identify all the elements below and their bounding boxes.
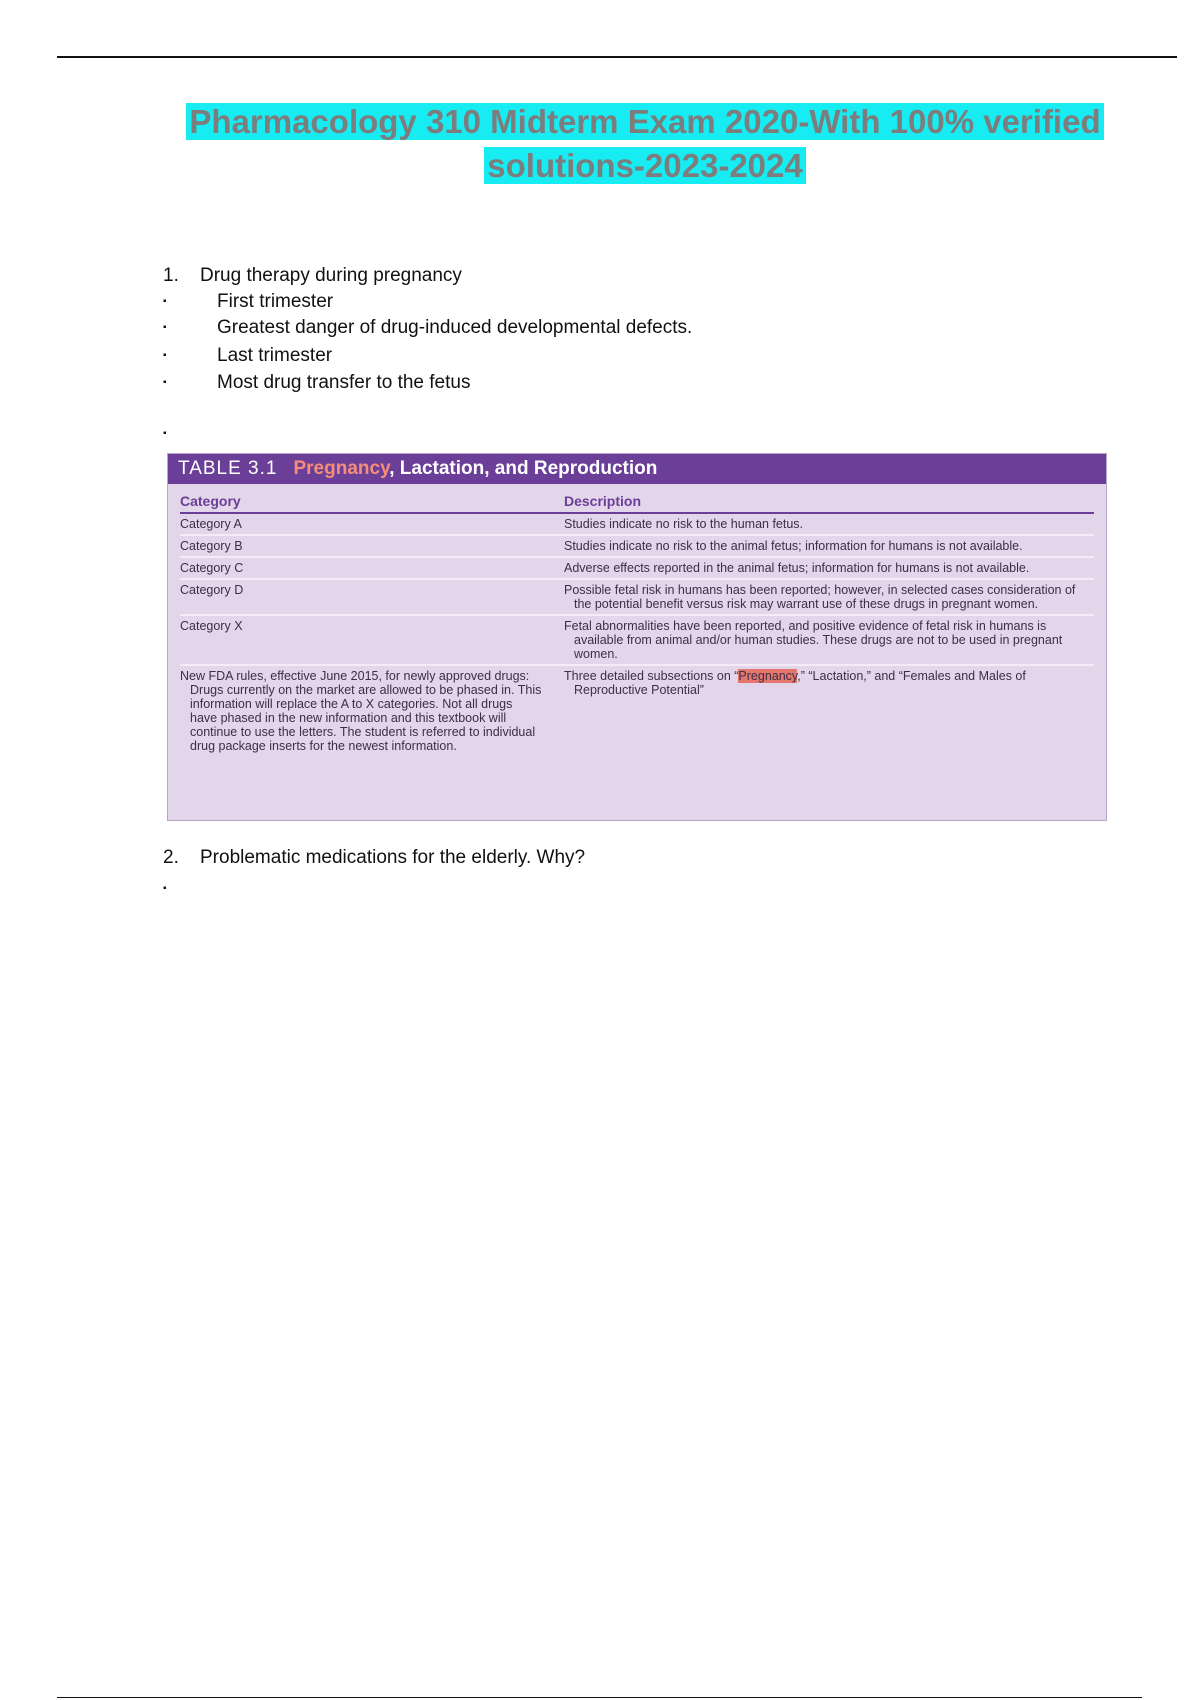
table-title-highlight: Pregnancy [293, 458, 390, 479]
table-title-rest: , Lactation, and Reproduction [389, 458, 658, 479]
table-grid [180, 490, 1094, 756]
bullet-icon: ▪ [163, 883, 167, 895]
question-1 [163, 265, 462, 287]
bullet-icon: ▪ [163, 350, 167, 362]
column-header-description: Description [564, 493, 642, 509]
top-rule [57, 56, 1177, 58]
document-title [120, 100, 1170, 188]
list-item: ▪ Greatest danger of drug-induced developmental defects. [163, 317, 693, 338]
title-line-2: solutions-2023-2024 [484, 147, 805, 184]
question-2-number: 2. [163, 847, 179, 868]
list-item: ▪ Most drug transfer to the fetus [163, 372, 471, 393]
table-row: Category C Adverse effects reported in the animal fetus; information for humans is not available. [180, 558, 1094, 580]
list-item: ▪ Last trimester [163, 345, 333, 366]
table-header-row [180, 490, 1094, 514]
table-row: Category A Studies indicate no risk to the human fetus. [180, 514, 1094, 536]
list-item: ▪ First trimester [163, 291, 334, 312]
table-number: TABLE 3.1 [178, 458, 278, 479]
question-2 [163, 847, 585, 869]
table-row: New FDA rules, effective June 2015, for newly approved drugs: Drugs currently on the market are allowed to be phased in. This information will replace the A to X categories. Not all drugs have phased in the new information and this textbook will continue to use the letters. The student is referred to individual drug package inserts for the newest information. Three detailed subsections on “Pregnancy,” “Lactation,” and “Females and Males of Reproductive Potential” [180, 669, 1026, 753]
pregnancy-table [167, 453, 1107, 821]
table-row: Category B Studies indicate no risk to the animal fetus; information for humans is not available. [180, 536, 1094, 558]
table-row: Category D Possible fetal risk in humans has been reported; however, in selected cases consideration of the potential benefit versus risk may warrant use of these drugs in pregnant women. [180, 580, 1094, 616]
question-1-text: Drug therapy during pregnancy [200, 265, 462, 286]
bullet-icon: ▪ [163, 322, 167, 334]
column-header-category: Category [180, 493, 241, 509]
bullet-icon: ▪ [163, 377, 167, 389]
title-line-1: Pharmacology 310 Midterm Exam 2020-With 100% verified [186, 103, 1103, 140]
table-title [168, 454, 1106, 484]
bottom-rule [57, 1697, 1142, 1698]
list-item-empty [163, 878, 217, 900]
highlighted-word: Pregnancy [738, 669, 798, 683]
bullet-icon: ▪ [163, 296, 167, 308]
question-2-text: Problematic medications for the elderly. Why? [200, 847, 586, 868]
bullet-icon: ▪ [163, 428, 167, 440]
question-1-number: 1. [163, 265, 179, 286]
table-row: Category X Fetal abnormalities have been reported, and positive evidence of fetal risk in humans is available from animal and/or human studies. These drugs are not to be used in pregnant women. [180, 616, 1094, 666]
list-item-empty [163, 423, 217, 445]
